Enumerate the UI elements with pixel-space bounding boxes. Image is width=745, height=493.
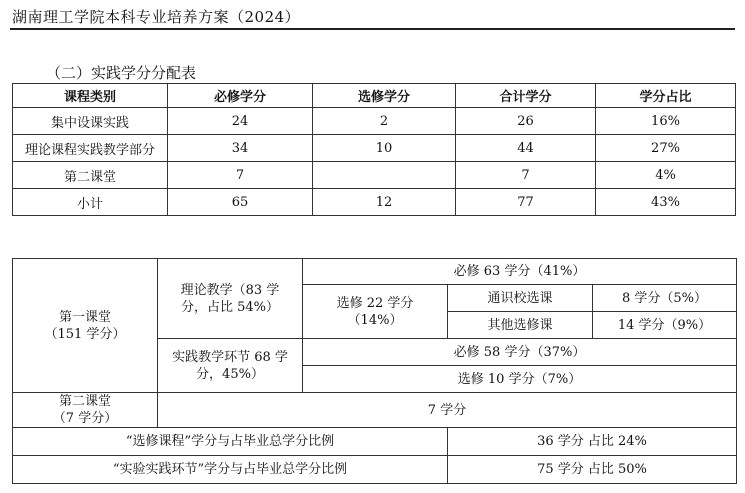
table-cell: 理论课程实践教学部分 <box>13 135 168 162</box>
table-cell: 4% <box>596 162 736 189</box>
practice-ratio-label: “实验实践环节”学分与占毕业总学分比例 <box>13 456 448 484</box>
second-class-cell <box>13 393 158 428</box>
table-row <box>13 108 736 135</box>
table-cell: 2 <box>313 108 456 135</box>
table-cell: 26 <box>456 108 596 135</box>
table-cell: 10 <box>313 135 456 162</box>
theory-cell <box>158 259 303 339</box>
table-header-row <box>13 84 736 108</box>
other-elective-credits: 14 学分（9%） <box>593 312 737 339</box>
table-row <box>13 189 736 216</box>
table-cell: 27% <box>596 135 736 162</box>
table-cell: 77 <box>456 189 596 216</box>
column-header: 合计学分 <box>456 84 596 108</box>
table-cell: 12 <box>313 189 456 216</box>
table-cell: 24 <box>168 108 313 135</box>
practice-credit-table <box>12 83 736 216</box>
column-header: 课程类别 <box>13 84 168 108</box>
credit-structure-table <box>12 258 737 484</box>
practice-elective: 选修 10 学分（7%） <box>303 366 737 393</box>
header-rule <box>10 28 735 30</box>
table-cell: 65 <box>168 189 313 216</box>
document-header: 湖南理工学院本科专业培养方案（2024） <box>12 8 301 26</box>
general-elective-label: 通识校选课 <box>448 285 593 312</box>
table-row <box>13 162 736 189</box>
column-header: 必修学分 <box>168 84 313 108</box>
elective-ratio-value: 36 学分 占比 24% <box>448 428 737 456</box>
practice-label: 实践教学环节 68 学 分，45%） <box>172 349 288 382</box>
table-cell <box>313 162 456 189</box>
theory-label: 理论教学（83 学 分，占比 54%） <box>180 282 280 315</box>
second-class-credits: 7 学分 <box>158 393 737 428</box>
table-cell: 34 <box>168 135 313 162</box>
other-elective-label: 其他选修课 <box>448 312 593 339</box>
practice-required: 必修 58 学分（37%） <box>303 339 737 366</box>
first-class-cell <box>13 259 158 393</box>
first-class-label: 第一课堂 （151 学分） <box>44 309 126 342</box>
practice-ratio-value: 75 学分 占比 50% <box>448 456 737 484</box>
column-header: 选修学分 <box>313 84 456 108</box>
table-cell: 小计 <box>13 189 168 216</box>
table-cell: 第二课堂 <box>13 162 168 189</box>
table-cell: 43% <box>596 189 736 216</box>
elective-ratio-label: “选修课程”学分与占毕业总学分比例 <box>13 428 448 456</box>
table-cell: 集中设课实践 <box>13 108 168 135</box>
column-header: 学分占比 <box>596 84 736 108</box>
table-cell: 7 <box>456 162 596 189</box>
section-title: （二）实践学分分配表 <box>46 64 197 82</box>
table-cell: 44 <box>456 135 596 162</box>
table-row <box>13 135 736 162</box>
theory-required: 必修 63 学分（41%） <box>303 259 737 285</box>
table-cell: 16% <box>596 108 736 135</box>
theory-elective-label: 选修 22 学分 （14%） <box>336 295 414 328</box>
practice-cell <box>158 339 303 393</box>
theory-elective-cell <box>303 285 448 339</box>
general-elective-credits: 8 学分（5%） <box>593 285 737 312</box>
second-class-label: 第二课堂 （7 学分） <box>52 394 118 426</box>
table-cell: 7 <box>168 162 313 189</box>
